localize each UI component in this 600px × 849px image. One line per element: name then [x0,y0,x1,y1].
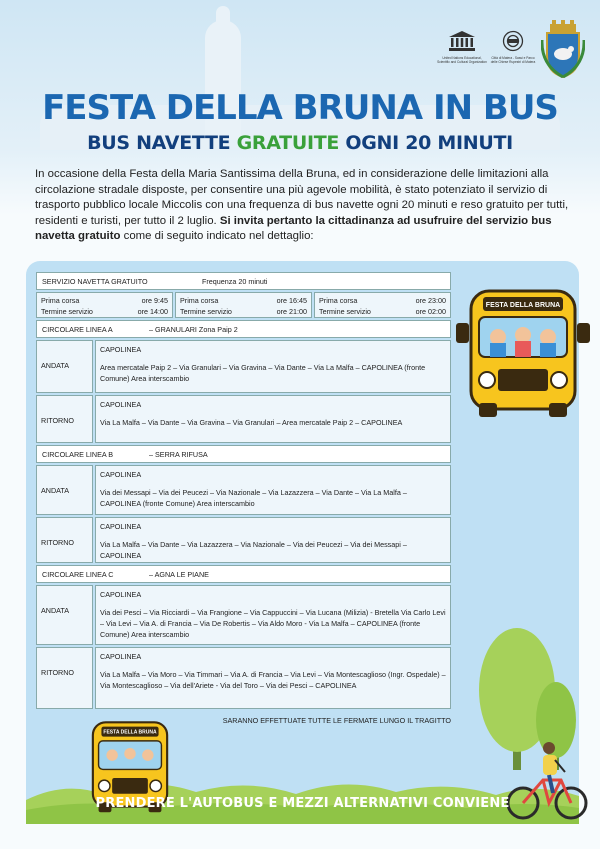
stops-text: Via La Malfa – Via Dante – Via Lazazzera – Via Nazionale – Via dei Peucezi – Via dei Messapi – CAPOLINEA [100,540,407,560]
first-run-time: ore 23:00 [415,296,446,305]
stops-footnote: SARANNO EFFETTUATE TUTTE LE FERMATE LUNGO IL TRAGITTO [222,716,451,725]
line-name: CIRCOLARE LINEA C [42,570,114,579]
unesco-caption: United Nations Educational, Scientific and Cultural Organization [437,56,487,64]
direction-label: RITORNO [36,517,93,563]
direction-label: ANDATA [36,340,93,393]
bus-sign-text: FESTA DELLA BRUNA [485,302,561,309]
bus-sign-text: FESTA DELLA BRUNA [103,729,157,736]
line-route: – GRANULARI Zona Paip 2 [149,325,238,334]
direction-stops [95,340,451,393]
line-a-ritorno [36,395,451,443]
line-a-header [36,320,451,338]
line-b-header [36,445,451,463]
line-c-andata [36,585,451,645]
stops-text: Via dei Messapi – Via dei Peucezi – Via Nazionale – Via Lazazzera – Via Dante – Via La Malfa – CAPOLINEA (fronte Comune) Area interscambio [100,488,407,508]
heritage-caption: Città di Matera - Sassi e Parco delle Chiese Rupestri di Matera [490,56,536,64]
first-run-label: Prima corsa [319,296,358,305]
page-title: FESTA DELLA BRUNA IN BUS [42,88,558,128]
stops-text: Area mercatale Paip 2 – Via Granulari – Via Gravina – Via Dante – Via La Malfa – CAPOLINEA (fronte Comune) Area interscambio [100,363,426,383]
direction-label: ANDATA [36,585,93,645]
terminus-label: CAPOLINEA [100,470,142,479]
direction-stops [95,465,451,515]
stops-text: Via dei Pesci – Via Ricciardi – Via Frangione – Via Cappuccini – Via Lucana (Milizia) - Bretella Via Carlo Levi – Via Levi – Via A. di Francia – Via De Robertis – Via Aldo Moro - Via La Malfa – CAPOLINEA (fronte Comune) Area interscambio [100,608,446,639]
page-subtitle [0,132,600,154]
first-run-label: Prima corsa [180,296,219,305]
direction-label: RITORNO [36,395,93,443]
end-service-label: Termine servizio [180,307,232,316]
line-c-header [36,565,451,583]
line-a-andata [36,340,451,393]
direction-stops [95,585,451,645]
footer-slogan: PRENDERE L'AUTOBUS E MEZZI ALTERNATIVI CONVIENE [95,796,510,811]
line-route: – AGNA LE PIANE [149,570,209,579]
stops-text: Via La Malfa – Via Dante – Via Gravina – Via Granulari – Area mercatale Paip 2 – CAPOLINEA [100,418,403,427]
line-route: – SERRA RIFUSA [149,450,208,459]
unesco-temple-icon [448,30,476,52]
terminus-label: CAPOLINEA [100,590,142,599]
first-run-label: Prima corsa [41,296,80,305]
subtitle-pre: BUS NAVETTE [87,132,237,154]
school-bus-illustration [453,285,593,425]
matera-crest-icon [541,20,585,78]
line-name: CIRCOLARE LINEA B [42,450,114,459]
line-b-andata [36,465,451,515]
time-slot-1 [36,292,173,318]
terminus-label: CAPOLINEA [100,400,142,409]
time-slot-3 [314,292,451,318]
intro-text: In occasione della Festa della Maria Santissima della Bruna, ed in considerazione delle limitazioni alla circolazione stradale disposte, per consentire una più agevole mobilità, è stato potenziato il servizio di trasporto pubblico locale Miccolis con una frequenza di bus navette ogni 20 minuti e reso gratuito per tutti, residenti e turisti, per tutto il 2 luglio. [35,168,569,227]
unesco-logo [436,30,488,64]
line-b-ritorno [36,517,451,563]
schedule-table [36,272,451,709]
direction-stops [95,647,451,709]
direction-stops [95,395,451,443]
world-heritage-logo [486,30,540,64]
end-service-time: ore 14:00 [137,307,168,316]
end-service-label: Termine servizio [319,307,371,316]
first-run-time: ore 9:45 [141,296,168,305]
direction-stops [95,517,451,563]
intro-bold: Si invita pertanto la cittadinanza ad usufruire del servizio bus navetta gratuito [35,214,552,243]
intro-tail: come di seguito indicato nel dettaglio: [120,230,314,243]
first-run-time: ore 16:45 [276,296,307,305]
service-label: SERVIZIO NAVETTA GRATUITO [42,277,148,286]
subtitle-post: OGNI 20 MINUTI [339,132,513,154]
terminus-label: CAPOLINEA [100,652,142,661]
subtitle-highlight: GRATUITE [236,132,340,154]
stops-text: Via La Malfa – Via Moro – Via Timmari – Via A. di Francia – Via Levi – Via Montescaglioso (Ingr. Ospedale) – Via Montescaglioso – Via dell'Ariete - Via del Toro – Via dei Pesci – CAPOLINEA [100,670,446,690]
end-service-time: ore 21:00 [276,307,307,316]
world-heritage-emblem-icon [502,30,524,52]
terminus-label: CAPOLINEA [100,522,142,531]
end-service-time: ore 02:00 [415,307,446,316]
service-frequency: Frequenza 20 minuti [202,277,268,286]
line-name: CIRCOLARE LINEA A [42,325,113,334]
direction-label: RITORNO [36,647,93,709]
service-header-row [36,272,451,290]
line-c-ritorno [36,647,451,709]
direction-label: ANDATA [36,465,93,515]
terminus-label: CAPOLINEA [100,345,142,354]
time-slot-2 [175,292,312,318]
time-slots-row [36,292,451,318]
end-service-label: Termine servizio [41,307,93,316]
intro-paragraph [35,167,570,245]
